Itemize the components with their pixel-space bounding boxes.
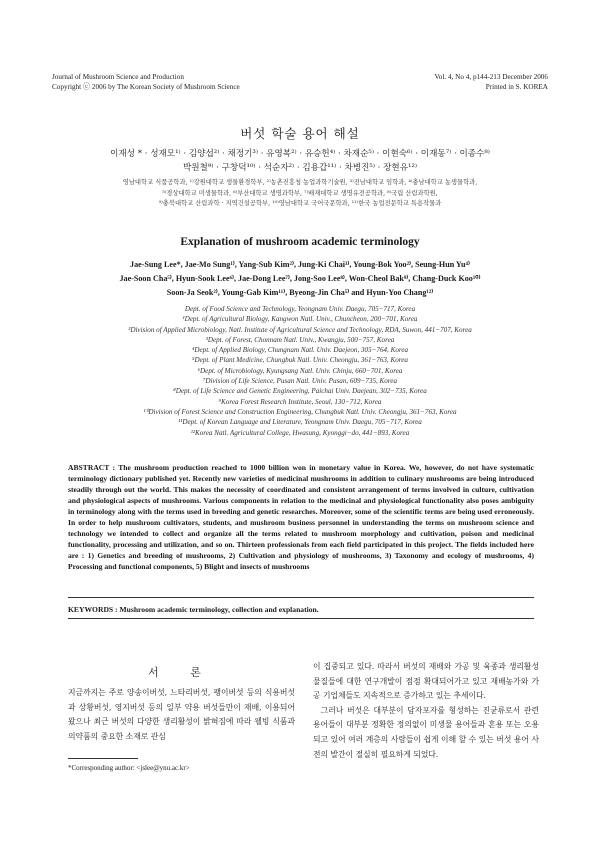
english-title: Explanation of mushroom academic terminology (180, 236, 420, 248)
copyright-line: Copyright ⓒ 2006 by The Korean Society of Mushroom Science (52, 83, 240, 91)
korean-affiliations (40, 178, 560, 210)
footnote-divider (68, 758, 138, 759)
divider-bottom (68, 618, 534, 619)
english-authors-line1: Jae-Sung Lee*, Jae-Mo Sung¹⁾, Yang-Sub Kim²⁾, Jung-Ki Chai³⁾, Young-Bok Yoo²⁾, Seung-Hun Yu⁴⁾ (130, 260, 470, 269)
divider-top (68, 597, 534, 598)
korean-affil-line3: ⁹⁾충북대학교 산림과학 · 지역건설공학부, ¹⁰⁾영남대학교 국어국문학과, ¹¹⁾한국 농업전문학교 특용작물과 (158, 200, 442, 207)
affiliation-line: ²Division of Applied Microbiology, Natl. Institute of Agricultural Science and Technology, RDA, Suwon, 441−707, Korea (128, 325, 472, 334)
korean-authors-line1: 이재성 * · 성재모¹⁾ · 김양섭²⁾ · 채정기³⁾ · 유영복²⁾ · 유승헌⁴⁾ · 차재순⁵⁾ · 이현숙⁶⁾ · 이재동⁷⁾ · 이종수⁸⁾ (110, 149, 490, 159)
printed-line: Printed in S. KOREA (485, 83, 548, 91)
english-authors-line2: Jae-Soon Cha⁵⁾, Hyun-Sook Lee⁶⁾, Jae-Dong Lee⁷⁾, Jong-Soo Lee⁸⁾, Won-Cheol Bak⁹⁾, Chang-Duck Koo¹⁰⁾ (119, 274, 481, 283)
korean-title: 버섯 학술 용어 해설 (240, 126, 360, 141)
intro-paragraph: 그러나 버섯은 대부분이 담자포자를 형성하는 진균류로서 관련 용어들이 대부분 정확한 정의없이 미생물 용어들과 혼용 또는 오용되고 있어 여러 계층의 사람들이 쉽게 이해 할 수 있는 버섯 용어 사전의 발간이 절실히 필요하게 되었다. (313, 705, 539, 759)
english-authors-line3: Soon-Ja Seok²⁾, Young-Gab Kim¹¹⁾, Byeong-Jin Cha⁵⁾ and Hyun-Yoo Chang¹²⁾ (166, 288, 434, 297)
korean-affil-line2: ⁵⁾경상대학교 미생물학과, ⁶⁾부산대학교 생명과학부, ⁷⁾배재대학교 생명유전공학과, ⁸⁾국립 산림과학원, (162, 189, 438, 197)
korean-affil-line1: 영남대학교 식품공학과, ¹⁾강원대학교 생물환경학부, ²⁾농촌진흥청 농업과학기술원, ³⁾전남대학교 임학과, ⁴⁾충남대학교 농생물학과, (122, 179, 478, 186)
affiliation-line: ¹¹Dept. of Korean Language and Literature, Yeongnam Univ. Daegu, 705−717, Korea (178, 418, 422, 427)
section-title: 서 론 (148, 666, 215, 679)
affiliation-line: ⁴Dept. of Applied Biology, Chungnam Natl. Univ. Daejeon, 305−764, Korea (191, 346, 409, 355)
affiliation-line: ³Dept. of Forest, Chonnam Natl. Univ., Kwangju, 500−757, Korea (205, 335, 395, 344)
journal-header (52, 72, 240, 92)
issue-header (435, 72, 548, 92)
korean-authors (50, 147, 550, 175)
affiliation-line: ¹Dept. of Agricultural Biology, Kangwon Natl. Univ., Chuncheon, 200−701, Korea (182, 315, 418, 324)
affiliation-line: ¹⁰Division of Forest Science and Construction Engineering, Chungbuk Natl. Univ. Cheongju, 361−763, Korea (143, 407, 457, 416)
volume-line: Vol. 4, No 4, p144-213 December 2006 (434, 73, 548, 81)
affiliation-line: ⁶Dept. of Microbiology, Kyungsang Natl. Univ. Chinju, 660−701, Korea (197, 366, 403, 375)
intro-left-text: 지금까지는 주로 양송이버섯, 느타리버섯, 팽이버섯 등의 식용버섯과 상황버섯, 영지버섯 등의 일부 약용 버섯들만이 재배, 이용되어왔으나 최근 버섯의 다양한 생리활성이 밝혀짐에 따라 웰빙 식품과 의약품의 중요한 소재로 관심 (68, 688, 295, 741)
intro-paragraph: 이 집중되고 있다. 따라서 버섯의 재배와 가공 및 육종과 생리활성물질들에 대한 연구개발이 점점 확대되어가고 있고 재배농가와 가공 기업체들도 지속적으로 증가하고 있는 추세이다. (313, 662, 539, 701)
corresponding-author-footnote: *Corresponding author: <jslee@ynu.ac.kr> (68, 764, 190, 772)
affiliation-line: ⁵Dept. of Plant Medicine, Chungbuk Natl. Univ. Cheongju, 361−763, Korea (192, 356, 408, 365)
affiliation-line: Dept. of Food Science and Technology, Yeongnam Univ. Daegu, 705−717, Korea (184, 305, 416, 313)
affiliation-line: ⁹Korea Forest Research Institute, Seoul, 130−712, Korea (218, 397, 382, 406)
journal-name: Journal of Mushroom Science and Production (52, 73, 184, 81)
affiliation-line: ⁷Division of Life Science, Pusan Natl. Univ. Pusan, 609−735, Korea (202, 377, 398, 386)
affiliation-line: ⁸Dept. of Life Science and Genetic Engineering, Paichai Univ. Daejean, 302−735, Korea (173, 387, 427, 396)
keywords: KEYWORDS : Mushroom academic terminology, collection and explanation. (68, 605, 319, 614)
affiliation-line: ¹²Korea Natl. Agricultural College, Hwasung, Kyonggi−do, 441−893, Korea (190, 428, 410, 437)
abstract: ABSTRACT : The mushroom production reached to 1000 billion won in monetary value in Korea. We, however, do not have systematic terminology dictionary published yet. Recently new varieties of medicinal mushrooms in addition to culinary mushrooms are being introduced steadily through out the world. This makes the necessity of coordinated and consistent arrangement of terms involved in culture, cultivation and physiological aspects of mushrooms. Various components in relation to the medicinal and physiological functionality also poses ambiguity in terminology along with the terms used in breeding and genetic researches. Moreover, some of the scientific terms are being used erroneously. In order to help mushroom cultivators, students, and mushroom business personnel in understanding the terms on mushroom science and technology we intended to collect and organize all the terms related to mushroom morphology and cultivation, poison and medicinal functionality, processing and utilization, and so on. Thirteen professionals from each field participated in this project. The fields included here are : 1) Genetics and breeding of mushrooms, 2) Cultivation and physiology of mushrooms, 3) Taxonomy and ecology of mushrooms, 4) Processing and functional components, 5) Blight and insects of mushrooms (68, 463, 534, 571)
english-authors (40, 258, 560, 300)
intro-right-column (313, 660, 539, 762)
english-affiliations (30, 304, 570, 438)
korean-authors-line2: 박원철⁹⁾ · 구창덕¹⁰⁾ · 석순자²⁾ · 김용갑¹¹⁾ · 차병진⁵⁾ · 장현유¹²⁾ (182, 163, 418, 173)
